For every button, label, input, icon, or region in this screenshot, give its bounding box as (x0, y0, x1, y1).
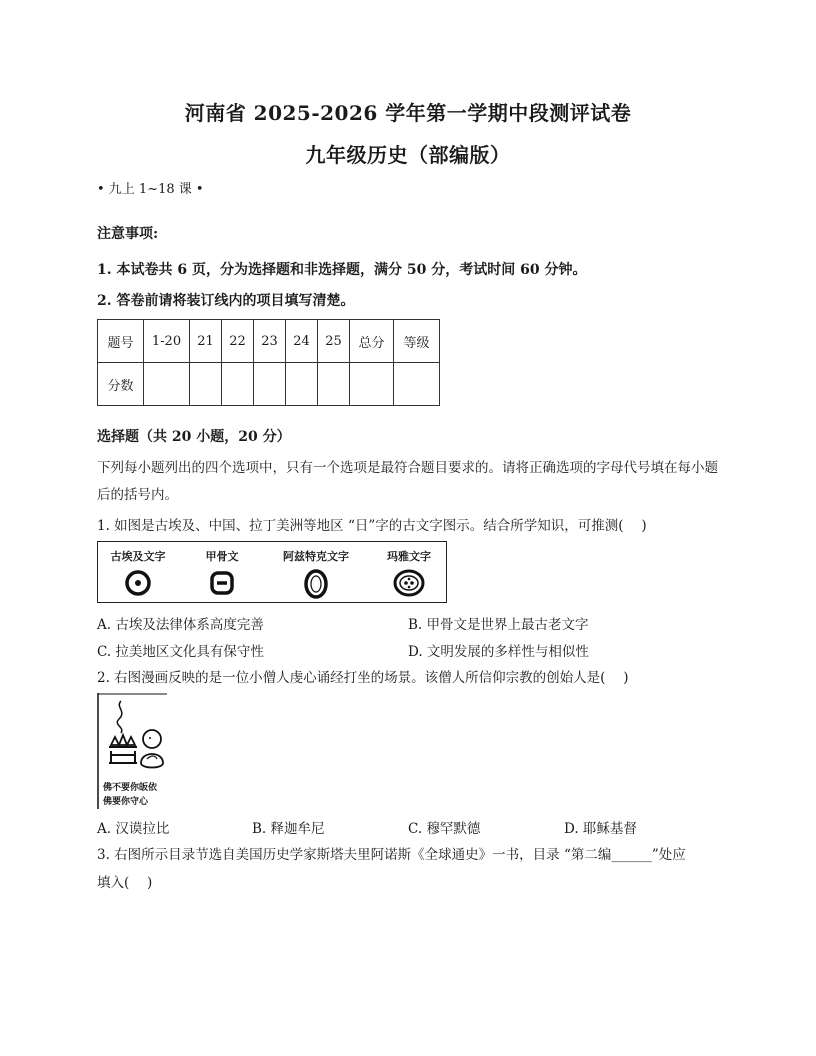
notice-heading: 注意事项: (97, 226, 159, 242)
score-table-row-label: 分数 (98, 363, 144, 406)
q1-option-d: D. 文明发展的多样性与相似性 (408, 644, 589, 660)
maya-sun-glyph-icon (392, 568, 426, 598)
q2-option-a: A. 汉谟拉比 (97, 821, 170, 837)
score-table-cell: 1-20 (144, 320, 190, 363)
score-input-cell (222, 363, 254, 406)
question-3-stem-continued: 填入( ) (97, 875, 153, 891)
score-table-score-row (98, 363, 440, 406)
glyph-label: 阿兹特克文字 (283, 550, 349, 563)
score-input-cell (286, 363, 318, 406)
score-table-cell: 23 (254, 320, 286, 363)
section-heading: 选择题（共 20 小题，20 分） (97, 429, 291, 445)
monk-cartoon-figure (97, 693, 169, 809)
score-table-cell: 等级 (394, 320, 440, 363)
score-table-cell: 题号 (98, 320, 144, 363)
score-table-cell: 总分 (350, 320, 394, 363)
q1-option-b: B. 甲骨文是世界上最古老文字 (408, 617, 589, 633)
oracle-bone-sun-glyph-icon (207, 568, 237, 598)
glyph-label: 玛雅文字 (387, 550, 431, 563)
q1-option-c: C. 拉美地区文化具有保守性 (97, 644, 264, 660)
score-input-cell (394, 363, 440, 406)
notice-item: 2. 答卷前请将装订线内的项目填写清楚。 (97, 293, 355, 309)
score-input-cell (350, 363, 394, 406)
cartoon-caption-line: 佛不要你皈依 (103, 783, 158, 793)
glyph-aztec (268, 542, 364, 602)
score-table-cell: 22 (222, 320, 254, 363)
section-instruction: 下列每小题列出的四个选项中，只有一个选项是最符合题目要求的。请将正确选项的字母代号填在每小题后的括号内。 (97, 460, 718, 503)
score-input-cell (254, 363, 286, 406)
score-input-cell (190, 363, 222, 406)
question-1-stem: 1. 如图是古埃及、中国、拉丁美洲等地区 “日”字的古文字图示。结合所学知识，可推测( ) (97, 518, 647, 534)
score-input-cell (318, 363, 350, 406)
exam-scope: • 九上 1~18 课 • (97, 182, 204, 197)
glyph-label: 古埃及文字 (110, 550, 166, 563)
aztec-sun-glyph-icon (301, 568, 331, 600)
exam-title: 河南省 2025-2026 学年第一学期中段测评试卷 (184, 101, 632, 125)
glyph-oracle-bone (184, 542, 260, 602)
score-table (97, 319, 440, 406)
sun-glyph-figure (97, 541, 447, 603)
glyph-label: 甲骨文 (205, 550, 239, 563)
egyptian-sun-glyph-icon (123, 568, 153, 598)
exam-subtitle: 九年级历史（部编版） (305, 143, 511, 167)
score-input-cell (144, 363, 190, 406)
score-table-header-row (98, 320, 440, 363)
cartoon-caption-line: 佛要你守心 (103, 797, 149, 807)
q1-option-a: A. 古埃及法律体系高度完善 (97, 617, 264, 633)
score-table-cell: 25 (318, 320, 350, 363)
glyph-egyptian (100, 542, 176, 602)
glyph-maya (372, 542, 446, 602)
q2-option-d: D. 耶稣基督 (564, 821, 637, 837)
notice-item: 1. 本试卷共 6 页，分为选择题和非选择题，满分 50 分，考试时间 60 分钟。 (97, 262, 587, 278)
question-3-stem: 3. 右图所示目录节选自美国历史学家斯塔夫里阿诺斯《全球通史》一书，目录 “第二编______”处应 (97, 847, 686, 863)
q2-option-c: C. 穆罕默德 (408, 821, 481, 837)
score-table-cell: 24 (286, 320, 318, 363)
question-2-stem: 2. 右图漫画反映的是一位小僧人虔心诵经打坐的场景。该僧人所信仰宗教的创始人是( ) (97, 670, 629, 686)
q2-option-b: B. 释迦牟尼 (252, 821, 325, 837)
score-table-cell: 21 (190, 320, 222, 363)
